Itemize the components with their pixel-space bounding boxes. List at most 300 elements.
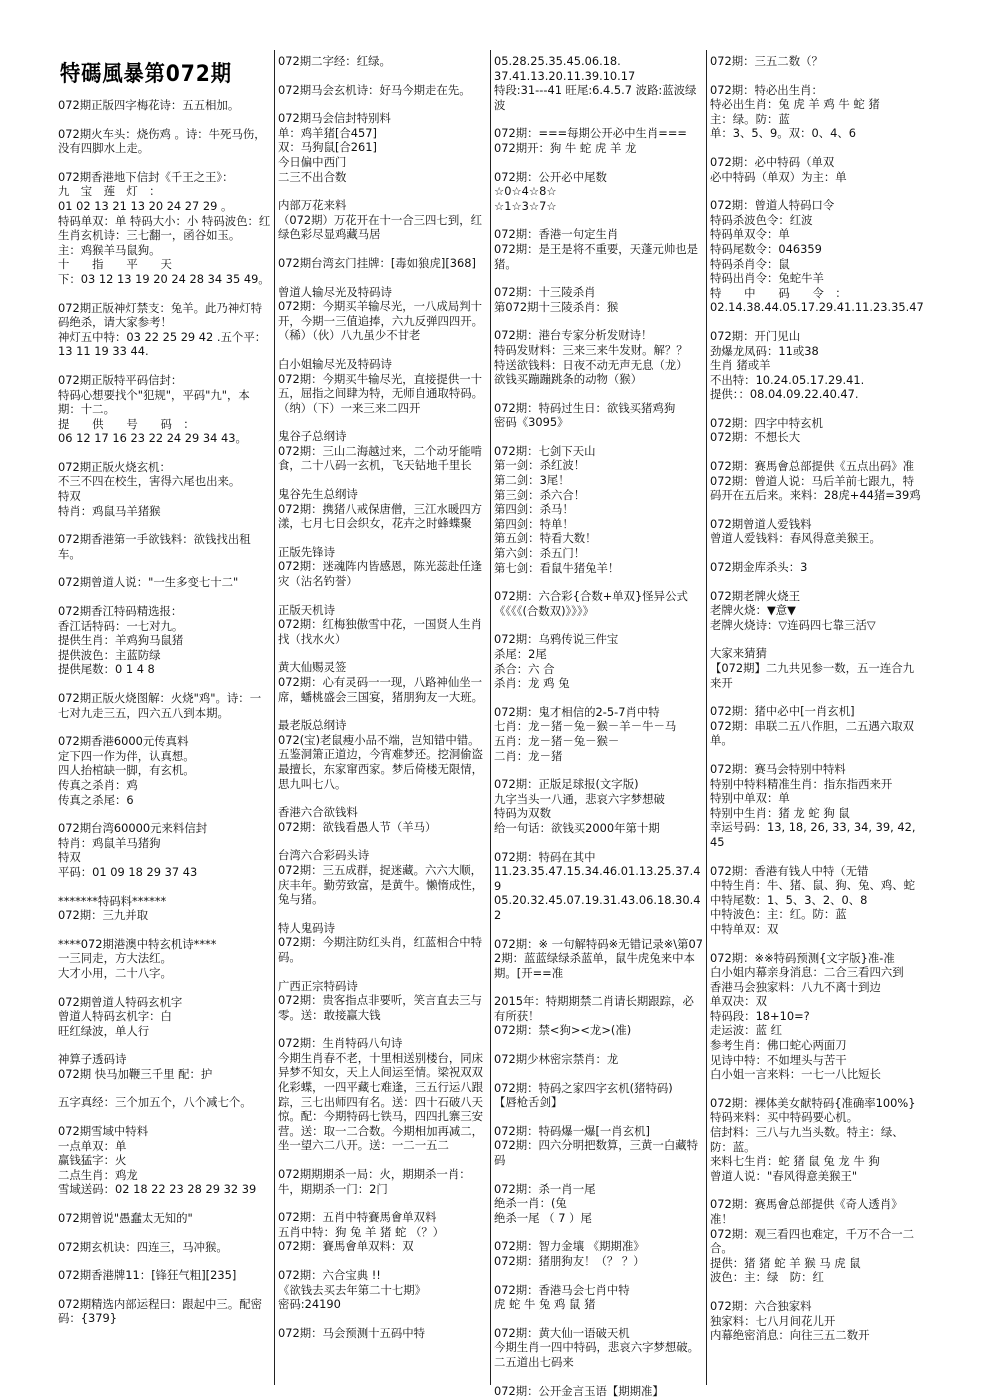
text-block: [278, 979, 488, 1023]
text-line: 072期：鬼才相信的2-5-7肖中特: [494, 704, 660, 719]
text-block: [710, 155, 924, 184]
column-4: [710, 54, 924, 1384]
text-block: [58, 734, 272, 807]
text-block: [58, 604, 272, 677]
text-line: 072期金库杀头：3: [710, 560, 808, 575]
text-line: 九 宝 莲 灯 ：: [58, 184, 161, 199]
text-block: [58, 301, 272, 359]
text-block: [58, 98, 272, 113]
text-line: 杀合：六 合: [494, 661, 555, 676]
text-line: 072期香江特码精选报：: [58, 604, 183, 619]
text-line: 072期香港地下信封《千王之王》：: [58, 169, 234, 184]
text-line: 正版天机诗: [278, 602, 335, 617]
text-line: 072期：四字中特玄机: [710, 415, 823, 430]
text-block: [58, 691, 272, 720]
text-block: [278, 848, 488, 906]
text-line: 072期：三五成群，捉迷藏。六六大顺，庆丰年。勤劳致富，是黄牛。懒惰成性，兔与猪。: [278, 862, 484, 907]
text-line: 072期香港第一手欲钱料：欲钱找出租车。: [58, 532, 251, 561]
text-block: [494, 1384, 704, 1398]
text-line: 072期香港6000元传真料: [58, 734, 189, 749]
text-line: 072期：===每期公开必中生肖===: [494, 126, 687, 141]
text-line: 曾道人爱钱料：春风得意美猴王。: [710, 531, 881, 546]
text-line: 提供：：08.04.09.22.40.47.: [710, 387, 859, 402]
text-line: 特肖：鸡鼠羊马猪狗: [58, 835, 161, 850]
text-line: 072期：观三看四也难定，千万不合一二合。: [710, 1226, 914, 1256]
text-block: [494, 54, 704, 112]
text-line: 今期生肖一四中特码，悲哀六字梦想破。: [494, 1340, 700, 1355]
text-block: [58, 1297, 272, 1326]
text-line: 老牌火烧诗：▽连码四七靠三活▽: [710, 617, 876, 632]
text-line: 虎 蛇 牛 兔 鸡 鼠 猪: [494, 1297, 596, 1312]
text-line: 第四剑：杀马！: [494, 502, 574, 517]
text-line: 特双: [58, 489, 81, 504]
text-line: 072期台湾60000元来料信封: [58, 821, 208, 836]
text-line: 072期：賽馬會单双料：双: [278, 1239, 414, 1254]
text-line: ****072期港澳中特玄机诗****: [58, 936, 217, 951]
text-line: 九字当头一八通，悲哀六字梦想破: [494, 791, 665, 806]
text-line: 曾道人说："春风得意美猴王": [710, 1168, 858, 1183]
text-block: [58, 1240, 272, 1255]
text-line: 劲爆龙凤码：11或38: [710, 343, 819, 358]
text-line: 072期：红梅独傲雪中花，一国贤人生肖找（找水火）: [278, 617, 482, 646]
text-block: [278, 718, 488, 791]
text-line: 特码心想要找个"犯规"，平码"九"，本期：十二。: [58, 387, 250, 417]
text-block: [278, 660, 488, 704]
text-line: 密码:24190: [278, 1297, 341, 1312]
text-line: 二肖：龙－猪: [494, 748, 563, 763]
text-block: [278, 256, 488, 271]
text-line: 072期：生肖特码八句诗: [278, 1036, 403, 1051]
text-line: 绝杀一肖：(兔: [494, 1196, 567, 1211]
text-line: 第五剑：特看大数！: [494, 531, 597, 546]
text-line: 台湾六合彩码头诗: [278, 848, 370, 863]
text-line: 杀肖：龙 鸡 兔: [494, 676, 570, 691]
text-line: 072期：六合独家料: [710, 1298, 812, 1313]
text-line: 072期马会玄机诗：好马今期走在先。: [278, 82, 471, 97]
text-line: 072期：猪朋狗友！（？ ？）: [494, 1254, 645, 1268]
text-line: 072期：贵客指点非要听，笑言直去三与零。送：敢接赢大钱: [278, 993, 482, 1022]
text-line: 072期：香港一句定生肖: [494, 227, 619, 242]
text-block: [494, 850, 704, 923]
text-line: 05.28.25.35.45.06.18.: [494, 54, 621, 68]
text-line: 杀尾：2尾: [494, 647, 547, 661]
text-line: 072期曾说"愚蠢太无知的": [58, 1211, 193, 1226]
text-line: 特码单双令：单: [710, 227, 790, 242]
text-block: [494, 170, 704, 214]
text-line: 第072期十三陵杀肖：猴: [494, 299, 619, 314]
text-block: [278, 1326, 488, 1341]
text-line: 06 12 17 16 23 22 24 29 34 43。: [58, 431, 247, 446]
text-line: 072期曾道人说："一生多变七十二": [58, 575, 239, 590]
text-line: 五肖：龙－猪－兔－猴－: [494, 733, 620, 748]
text-block: [494, 227, 704, 271]
text-line: 曾道人输尽光及特码诗: [278, 284, 392, 299]
text-line: 特码段：18+10=?: [710, 1008, 810, 1023]
text-line: 072期：三九并取: [58, 908, 149, 923]
text-line: 广西正宗特码诗: [278, 978, 358, 993]
text-line: 072期：赛馬會总部提供《奇人透肖》准！: [710, 1197, 903, 1226]
text-line: 072(宝)老鼠瘦小品不端，岂知错中错。五鉴洞箫正道边，今宵难梦还。挖洞偷盗最擅长，东家窜西家。梦后倚楼无限情，思九叫七八。: [278, 732, 484, 791]
text-line: 不出特：10.24.05.17.29.41.: [710, 372, 865, 387]
text-block: [58, 937, 272, 981]
text-block: [58, 170, 272, 287]
text-line: 特肖：鸡鼠马羊猪猴: [58, 503, 161, 518]
text-line: 072期期期杀一局：火，期期杀一肖：牛，期期杀一门：2门: [278, 1167, 471, 1196]
text-line: 特必出生肖：兔 虎 羊 鸡 牛 蛇 猪: [710, 97, 880, 112]
text-line: 072期：曾道人特码口令: [710, 198, 835, 213]
text-line: 072期马会信封特别料: [278, 111, 391, 126]
text-line: 独家料：七八月间花儿开: [710, 1313, 836, 1328]
text-line: 特人鬼码诗: [278, 920, 335, 935]
text-line: 特别中特料精准生肖：指东指西来开: [710, 776, 893, 791]
text-block: [58, 1211, 272, 1226]
text-line: 中特尾数：1、5、3、2、0、8: [710, 892, 868, 907]
text-block: [278, 921, 488, 965]
text-line: 白小姐输尽光及特码诗: [278, 356, 392, 371]
text-line: 特码为双数: [494, 806, 551, 821]
text-block: [710, 864, 924, 937]
text-line: 特送欲钱料：日夜不动无声无息（龙）: [494, 357, 688, 372]
text-block: [278, 111, 488, 184]
text-line: 072期：不想长大: [710, 430, 801, 445]
text-line: 072期：猪中必中[一肖玄机]: [710, 704, 855, 719]
text-block: [58, 894, 272, 923]
text-line: 072期：特码之家四字玄机(猪特码): [494, 1080, 673, 1095]
text-line: 特别中生肖：猪 龙 蛇 狗 鼠: [710, 805, 850, 820]
text-line: 072期：乌鸦传说三件宝: [494, 632, 619, 647]
text-line: 神算子透码诗: [58, 1052, 127, 1067]
text-block: [278, 487, 488, 531]
text-line: 072期：今期买牛输尽光，直接提供一十五，屈指之间肆为特，无师自通取特码。（纳）（下）一来三来二四开: [278, 371, 484, 415]
text-line: 幸运号码：13, 18, 26, 33, 34, 39, 42, 45: [710, 820, 920, 849]
text-line: 072期正版特平码信封：: [58, 372, 183, 387]
text-line: 第四剑：特单！: [494, 516, 574, 531]
text-block: [278, 603, 488, 647]
text-block: [710, 646, 924, 690]
text-line: 072期：※※特码预测{文字版}准-准: [710, 950, 895, 965]
text-line: 特双: [58, 850, 81, 865]
text-line: 雪域送码：02 18 22 23 28 29 32 39: [58, 1182, 257, 1197]
text-line: 提供生肖：羊鸡狗马鼠猪: [58, 633, 184, 648]
text-block: [494, 632, 704, 690]
text-line: 不三不四在校生，害得六尾也出来。: [58, 474, 241, 489]
text-line: 072期：黄大仙一语破天机: [494, 1325, 630, 1340]
text-block: [494, 401, 704, 430]
text-line: 一三同走，方大法红。: [58, 951, 172, 966]
text-line: 五肖中特：狗 兔 羊 猪 蛇 （？）: [278, 1224, 445, 1239]
text-line: 072期 快马加鞭三千里 配：护: [58, 1066, 213, 1081]
text-block: [710, 1096, 924, 1184]
text-line: 特码出肖令：兔蛇牛羊: [710, 271, 824, 286]
text-line: 072期香港牌11：[锋狂气粗][235]: [58, 1268, 237, 1283]
column-1: [58, 54, 272, 1384]
text-block: [494, 1052, 704, 1067]
text-block: [278, 198, 488, 242]
text-line: 定下四一作为伴，认真想。: [58, 748, 195, 763]
text-line: 072期：迷魂阵内皆感恩，陈光蕊赴任逢灾（沾名钓誉）: [278, 559, 482, 589]
text-line: 旺红绿波，单人行: [58, 1023, 150, 1038]
text-line: ☆1☆3☆7☆: [494, 198, 557, 213]
text-line: 072期：香港马会七肖中特: [494, 1282, 630, 1297]
text-line: 072期开：狗 牛 蛇 虎 羊 龙: [494, 140, 637, 155]
text-line: 072期：公开金言玉语【期期准】: [494, 1383, 664, 1398]
text-line: 走运波：蓝 红: [710, 1023, 782, 1038]
text-line: 11.23.35.47.15.34.46.01.13.25.37.49: [494, 864, 701, 893]
text-line: 072期：正版足球报(文字版): [494, 777, 639, 792]
text-line: 072期：六合宝典 !!: [278, 1268, 381, 1282]
text-line: 第三剑：杀六合！: [494, 487, 586, 502]
text-line: （072期）万花开在十一合三四七到，红绿色彩尽显鸡藏马居: [278, 212, 482, 242]
text-line: 072期火车头：烧伤鸡 。诗：牛死马伤，没有四脚水上走。: [58, 126, 266, 156]
text-block: [710, 951, 924, 1082]
text-line: 072期正版神灯禁支：兔羊。此乃神灯特码绝杀，请大家参考！: [58, 300, 262, 330]
text-line: 中特单双：双: [710, 921, 779, 936]
text-line: 第二剑：3尾！: [494, 473, 570, 488]
text-line: 072期：五肖中特賽馬會单双料: [278, 1210, 437, 1225]
text-line: 必中特码（单双）为主：单: [710, 169, 847, 184]
text-line: 双：马狗鼠[合261]: [278, 140, 377, 155]
text-block: [710, 704, 924, 748]
text-line: 生肖 猪或羊: [710, 358, 771, 373]
text-line: 特码来料：买中特码要心机。: [710, 1110, 859, 1125]
text-line: 密码《3095》: [494, 415, 569, 430]
text-line: 072期二字经：红绿。: [278, 54, 391, 68]
text-line: 十 指 平 天: [58, 257, 172, 272]
text-block: [494, 994, 704, 1038]
text-line: 正版先锋诗: [278, 544, 335, 559]
text-block: [58, 532, 272, 561]
page-title: 特碼風暴第072期: [60, 62, 232, 87]
text-block: [494, 285, 704, 314]
text-line: 072期：禁<狗><龙>(准): [494, 1023, 632, 1038]
text-line: 072期：智力金壤 《期期准》: [494, 1239, 645, 1254]
text-block: [58, 460, 272, 518]
text-line: 072期：欲钱看愚人节（羊马）: [278, 819, 437, 834]
text-block: [710, 762, 924, 850]
text-line: 七肖：龙－猪－兔－猴－羊－牛－马: [494, 719, 677, 734]
text-line: 072期台湾玄门挂牌：[毒如狼虎][368]: [278, 255, 476, 270]
text-block: [278, 1268, 488, 1312]
text-block: [278, 805, 488, 834]
text-line: 特码杀波色令：红波: [710, 212, 813, 227]
text-line: 第六剑：杀五门！: [494, 546, 586, 561]
text-line: 072期：赛马会特别中特料: [710, 761, 846, 776]
text-line: 072期：开门见山: [710, 328, 801, 343]
text-line: 提供：猪 猪 蛇 羊 猴 马 虎 鼠: [710, 1255, 861, 1270]
text-block: [494, 777, 704, 835]
text-line: 中特波色：主：红。防：蓝: [710, 907, 847, 922]
text-block: [494, 589, 704, 618]
text-line: 特码尾数令：046359: [710, 241, 822, 256]
text-line: 072期正版火烧图解：火烧"鸡"。诗：一七对九走三五，四六五八到本期。: [58, 691, 262, 720]
text-line: 072期：※ 一句解特码※无错记录※\第072期：蓝蓝绿绿杀蓝单，鼠牛虎兔来中本期。[开==准: [494, 936, 704, 980]
text-line: 072期：串联二五八作胆，二五遇六取双单。: [710, 718, 914, 748]
text-line: 绝杀一尾 （ 7 ）尾: [494, 1210, 592, 1225]
text-line: 特段:31---41 旺尾:6.4.5.7 波路:蓝波绿波: [494, 83, 697, 112]
text-line: 白小姐内幕亲身消息：二合三看四六到: [710, 965, 904, 980]
text-line: 特别中单双：单: [710, 791, 790, 806]
text-line: 072期：裸体美女献特码{准确率100%}: [710, 1095, 916, 1110]
text-line: 【072期】二九共见参一数，五一连合九来开: [710, 661, 914, 690]
text-line: 生肖玄机诗：三七翻一，函谷如玉。: [58, 228, 241, 243]
text-line: 05.20.32.45.07.19.31.43.06.18.30.42: [494, 893, 701, 922]
text-block: [494, 1326, 704, 1370]
text-line: 072期：特码过生日：欲钱买猪鸡狗: [494, 400, 676, 415]
text-line: 072期：十三陵杀肖: [494, 285, 596, 300]
text-line: 提供波色：主蓝防绿: [58, 647, 161, 662]
text-line: 白小姐一言来料：一七一八比短长: [710, 1067, 881, 1082]
text-block: [710, 1299, 924, 1343]
text-block: [278, 357, 488, 415]
text-line: 特码单双：单 特码大小：小 特码波色：红: [58, 213, 271, 228]
text-block: [278, 1210, 488, 1254]
text-line: 内部万花来料: [278, 198, 347, 213]
text-line: 072期曾道人特码玄机字: [58, 994, 183, 1009]
text-line: 072期精选内部运程曰：跟起中三。配密码：{379}: [58, 1296, 262, 1326]
text-line: 鬼谷先生总纲诗: [278, 487, 358, 502]
text-line: 单：3、5、9。双：0、4、6: [710, 126, 856, 141]
text-line: 072期正版四字梅花诗：五五相加。: [58, 98, 240, 112]
text-line: 072期少林密宗禁肖：龙: [494, 1052, 619, 1067]
text-block: [278, 285, 488, 343]
text-line: 今日偏中西门: [278, 154, 347, 169]
text-line: 一点单双：单: [58, 1138, 127, 1153]
text-block: [710, 589, 924, 633]
text-line: 二三不出合数: [278, 169, 347, 184]
text-block: [710, 198, 924, 315]
text-block: [494, 1124, 704, 1168]
text-line: 赢钱猛字：火: [58, 1153, 127, 1168]
text-line: 大才小用，二十八字。: [58, 965, 172, 980]
text-line: 鬼谷子总纲诗: [278, 429, 347, 444]
text-line: 单：鸡羊猪[合457]: [278, 125, 377, 140]
column-2: [278, 54, 488, 1384]
text-line: 最老版总纲诗: [278, 718, 347, 733]
text-line: 主：绿。防：蓝: [710, 111, 790, 126]
text-line: 单双决：双: [710, 994, 767, 1009]
text-line: 特码杀肖令：鼠: [710, 256, 790, 271]
text-block: [494, 1182, 704, 1226]
text-block: [710, 1197, 924, 1285]
text-line: 072期：曾道人说：马后羊前七跟九，特码开在五后来。来料：28虎+44猪=39鸡: [710, 473, 921, 503]
text-line: 072期：携猪八戒保唐僧，三江水暖四方漾，七月七日会织女，花卉之时蜂蝶聚: [278, 501, 482, 531]
text-line: 072期玄机诀：四连三，马冲猴。: [58, 1239, 228, 1254]
text-block: [58, 995, 272, 1039]
text-block: [710, 459, 924, 503]
text-line: 072期：今期注防红头肖，红蓝相合中特码。: [278, 935, 482, 964]
text-block: [58, 373, 272, 446]
text-line: 第一剑：杀红波！: [494, 458, 586, 473]
text-line: 072期：三五二数（？: [710, 54, 823, 68]
text-block: [494, 328, 704, 386]
text-line: 曾道人特码玄机字：白: [58, 1009, 172, 1024]
text-line: *******特码料******: [58, 893, 167, 908]
text-line: 今期生肖春不老，十里相送别楼台，同床异梦不知女，天上人间运至情。梁祝双双化彩蝶，一四平藏七难逢，三五行运八跟踪，三七出师四有名。送：四十石破八天惊。配：今期特码七铁马，四四扎寨三安营。送：取一二合数。今期相加再减二，坐一望六二八开。送：一二一五二: [278, 1050, 484, 1153]
text-line: 五字真经：三个加五个，八个减七个。: [58, 1095, 252, 1110]
text-block: [278, 1167, 488, 1196]
text-block: [494, 705, 704, 763]
text-line: 传真之杀肖：鸡: [58, 777, 138, 792]
text-block: [710, 54, 924, 69]
text-line: 见诗中特：不如埋头与苦干: [710, 1052, 847, 1067]
text-line: 中特生肖：牛、猪、鼠、狗、兔、鸡、蛇: [710, 878, 916, 893]
text-line: 2015年：特期期禁二肖请长期跟踪，必有所获！: [494, 994, 694, 1023]
text-block: [278, 1036, 488, 1153]
column-3: [494, 54, 704, 1398]
text-line: 香港六合欲钱料: [278, 805, 358, 820]
text-block: [710, 83, 924, 141]
text-line: 072期：是王是将不重要，天蓬元帅也是猪。: [494, 241, 698, 271]
text-line: 【唇枪舌剑】: [494, 1095, 563, 1110]
text-line: 四人抬棺缺一脚，有玄机。: [58, 763, 195, 778]
text-line: 神灯五中特：03 22 25 29 42 .五个平：13 11 19 33 44.: [58, 329, 267, 359]
text-line: 二点生肖：鸡龙: [58, 1167, 138, 1182]
text-line: 072期：六合彩{合数+单双}怪异公式: [494, 589, 688, 604]
text-line: 香港马会独家料：八九不离十到边: [710, 979, 881, 994]
text-line: 老牌火烧：▼意▼: [710, 603, 796, 618]
text-line: 072期：七剑下天山: [494, 443, 596, 458]
column-divider: [706, 50, 707, 1385]
text-block: [494, 1081, 704, 1110]
text-line: ☆0☆4☆8☆: [494, 184, 557, 199]
text-line: 072期正版火烧玄机：: [58, 459, 171, 474]
text-line: 072期：四六分明把数算，三黄一白藏特码: [494, 1138, 698, 1168]
text-line: 《欲钱去买去年第二十七期》: [278, 1282, 427, 1297]
text-block: [58, 1124, 272, 1197]
text-block: [58, 127, 272, 156]
text-line: 黄大仙赐灵签: [278, 660, 347, 675]
text-line: 072期：马会预测十五码中特: [278, 1325, 426, 1340]
text-line: 来料七生肖：蛇 猪 鼠 兔 龙 牛 狗: [710, 1154, 880, 1169]
text-line: 02.14.38.44.05.17.29.41.11.23.35.47: [710, 300, 924, 315]
text-block: [710, 416, 924, 445]
text-line: 37.41.13.20.11.39.10.17: [494, 68, 636, 83]
text-line: 香江话特码：一七对九。: [58, 618, 184, 633]
text-line: 072期：港台专家分析发财诗！: [494, 328, 653, 343]
column-divider: [274, 50, 275, 1385]
text-line: 二五道出七码来: [494, 1354, 574, 1369]
text-line: 传真之杀尾：6: [58, 792, 134, 807]
text-line: 072期老牌火烧王: [710, 588, 801, 603]
text-line: 072期：公开必中尾数: [494, 169, 607, 184]
text-line: 内幕绝密消息：向往三五二数开: [710, 1328, 870, 1343]
text-line: 给一句话：欲钱买2000年第十期: [494, 820, 660, 835]
text-line: 072期：三山二海越过来，二个动牙能啃食，二十八码一玄机，飞天钻地千里长: [278, 443, 482, 473]
text-line: 提供尾数：0 1 4 8: [58, 662, 155, 677]
text-line: 072期：特必出生肖：: [710, 82, 823, 97]
text-line: 下：03 12 13 19 20 24 28 34 35 49。: [58, 271, 270, 286]
text-block: [710, 560, 924, 575]
text-line: 072期曾道人爱钱料: [710, 516, 812, 531]
text-block: [494, 937, 704, 981]
text-line: 大家来猜猜: [710, 646, 767, 661]
text-line: 《《《《(合数双)》》》》: [494, 603, 594, 618]
text-block: [710, 517, 924, 546]
text-line: 平码：01 09 18 29 37 43: [58, 864, 198, 879]
text-line: 072期：赛馬會总部提供《五点出码》准: [710, 459, 914, 474]
text-line: 072期：香港有钱人中特（无错: [710, 863, 869, 878]
text-line: 主：鸡猴羊马鼠狗。: [58, 242, 161, 257]
text-block: [494, 1239, 704, 1268]
text-block: [278, 545, 488, 589]
column-divider: [490, 50, 491, 1385]
text-line: 072期：心有灵码一一现，八路神仙坐一席，蟠桃盛会三国宴，猪朋狗友一大班。: [278, 675, 484, 704]
text-line: 波色：主：绿 防：红: [710, 1270, 824, 1285]
text-block: [494, 1283, 704, 1312]
text-block: [58, 1095, 272, 1110]
text-line: 072期：特码爆一爆[一肖玄机]: [494, 1123, 650, 1138]
text-line: 072期：今期买羊输尽光，一八成局判十开，今期一三值追捧，六九反弹四四开。（稀）（伙）八九虽少不甘老: [278, 299, 484, 343]
